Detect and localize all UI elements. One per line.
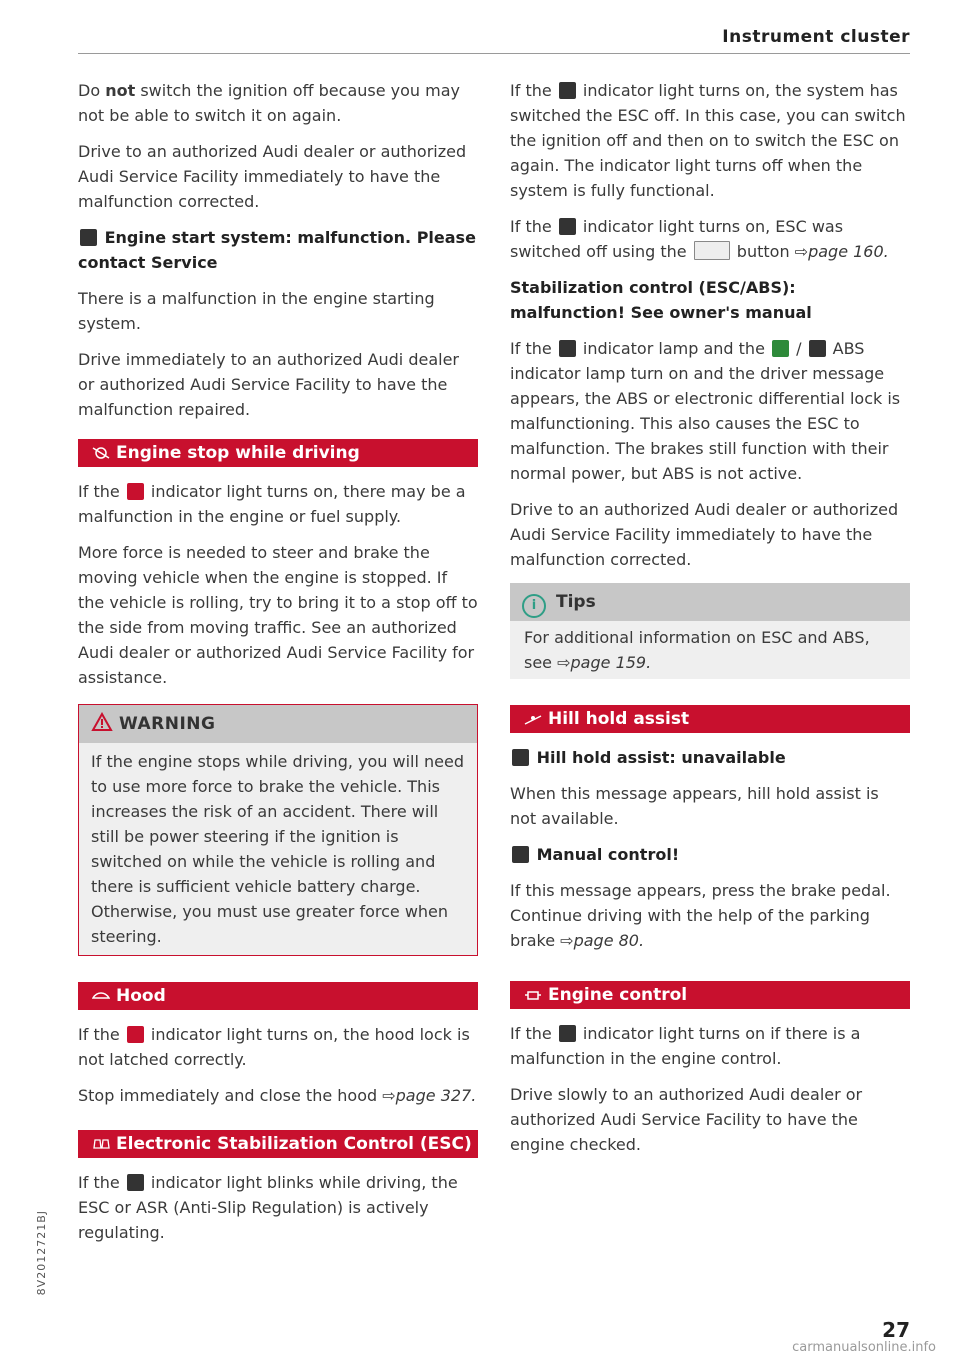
page-reference-link[interactable]: ⇨page 160. xyxy=(794,242,889,261)
engine-control-section-bar: Engine control xyxy=(510,981,910,1009)
abs-icon xyxy=(772,340,789,357)
engine-icon xyxy=(524,989,542,1001)
paragraph: If the indicator light turns on, there may be a malfunction in the engine or fuel supply. xyxy=(78,482,466,526)
esc-section-bar: Electronic Stabilization Control (ESC) xyxy=(78,1130,478,1158)
battery-icon xyxy=(80,229,97,246)
warning-box xyxy=(78,704,478,956)
tips-header: i Tips xyxy=(510,583,910,621)
paragraph: Do not switch the ignition off because you may not be able to switch it on again. xyxy=(78,81,460,125)
esc-icon xyxy=(92,1138,110,1150)
hood-icon xyxy=(92,990,110,1002)
engine-stop-section-bar: Engine stop while driving xyxy=(78,439,478,467)
tips-body xyxy=(510,621,910,679)
paragraph: Drive to an authorized Audi dealer or authorized Audi Service Facility immediately to have the malfunction corrected. xyxy=(78,142,467,211)
hill-hold-section-bar: Hill hold assist xyxy=(510,705,910,733)
page-number: 27 xyxy=(882,1318,910,1342)
document-code: 8V2012721BJ xyxy=(35,1210,48,1296)
paragraph: If the indicator lamp and the / ABS indicator lamp turn on and the driver message appears, the ABS or electronic differential lock is malfunctioning. This also causes the ESC to malfunction. The brakes still function with their normal power, but ABS is not active. xyxy=(510,339,901,483)
steering-wheel-icon xyxy=(92,447,110,459)
warning-body xyxy=(79,743,477,955)
warning-text: If the engine stops while driving, you will need to use more force to brake the vehicle. This increases the risk of an accident. There will still be power steering if the ignition is switched on while the vehicle is rolling and there is sufficient vehicle battery charge. Otherwise, you must use greater force when steering. xyxy=(91,752,464,946)
esc-indicator-icon xyxy=(127,1174,144,1191)
paragraph: If this message appears, press the brake pedal. Continue driving with the help of the parking brake ⇨page 80. xyxy=(510,881,891,950)
header-divider xyxy=(78,53,910,54)
esc-indicator-icon xyxy=(559,82,576,99)
engine-start-heading: Engine start system: malfunction. Please contact Service xyxy=(78,228,476,272)
esc-indicator-icon xyxy=(559,340,576,357)
paragraph: If the indicator light turns on, ESC was switched off using the button ⇨page 160. xyxy=(510,217,889,261)
hood-indicator-icon xyxy=(127,1026,144,1043)
hood-section-bar: Hood xyxy=(78,982,478,1010)
paragraph: When this message appears, hill hold assist is not available. xyxy=(510,784,879,828)
paragraph: Drive immediately to an authorized Audi dealer or authorized Audi Service Facility to have the malfunction repaired. xyxy=(78,350,460,419)
page-header-title: Instrument cluster xyxy=(722,27,910,47)
paragraph: Drive slowly to an authorized Audi dealer or authorized Audi Service Facility to have the engine checked. xyxy=(510,1085,863,1154)
warning-triangle-icon xyxy=(91,712,113,732)
paragraph: If the indicator light turns on, the system has switched the ESC off. In this case, you can switch the ignition off and then on to switch the ESC on again. The indicator light turns off when the system is fully functional. xyxy=(510,81,906,200)
hill-hold-heading: Hill hold assist: unavailable xyxy=(510,745,910,770)
hill-hold-icon xyxy=(524,713,542,725)
engine-control-indicator-icon xyxy=(559,1025,576,1042)
left-column xyxy=(78,78,478,1256)
info-icon: i xyxy=(522,594,546,618)
page-reference-link[interactable]: ⇨page 80. xyxy=(560,931,645,950)
abs-circle-icon xyxy=(809,340,826,357)
page-reference-link[interactable]: ⇨page 159. xyxy=(557,653,652,672)
manual-control-heading: Manual control! xyxy=(510,842,910,867)
engine-stop-icon xyxy=(127,483,144,500)
paragraph: There is a malfunction in the engine starting system. xyxy=(78,289,435,333)
hill-hold-indicator-icon xyxy=(512,846,529,863)
tips-box xyxy=(510,583,910,679)
watermark: carmanualsonline.info xyxy=(792,1340,936,1355)
tips-text: For additional information on ESC and ABS, see ⇨page 159. xyxy=(524,628,870,672)
paragraph: If the indicator light blinks while driving, the ESC or ASR (Anti-Slip Regulation) is actively regulating. xyxy=(78,1173,458,1242)
esc-off-indicator-icon xyxy=(559,218,576,235)
stabilization-heading: Stabilization control (ESC/ABS): malfunction! See owner's manual xyxy=(510,278,812,322)
paragraph: If the indicator light turns on, the hood lock is not latched correctly. xyxy=(78,1025,470,1069)
paragraph: If the indicator light turns on if there is a malfunction in the engine control. xyxy=(510,1024,861,1068)
hill-hold-indicator-icon xyxy=(512,749,529,766)
paragraph: More force is needed to steer and brake the moving vehicle when the engine is stopped. If the vehicle is rolling, try to bring it to a stop off to the side from moving traffic. See an authorized Audi dealer or authorized Audi Service Facility for assistance. xyxy=(78,543,478,687)
esc-off-button-icon xyxy=(694,241,730,260)
page-reference-link[interactable]: ⇨page 327. xyxy=(382,1086,477,1105)
warning-header: WARNING xyxy=(79,705,477,743)
right-column xyxy=(510,78,910,1168)
paragraph: Stop immediately and close the hood ⇨page 327. xyxy=(78,1086,477,1105)
paragraph: Drive to an authorized Audi dealer or authorized Audi Service Facility immediately to have the malfunction corrected. xyxy=(510,500,899,569)
